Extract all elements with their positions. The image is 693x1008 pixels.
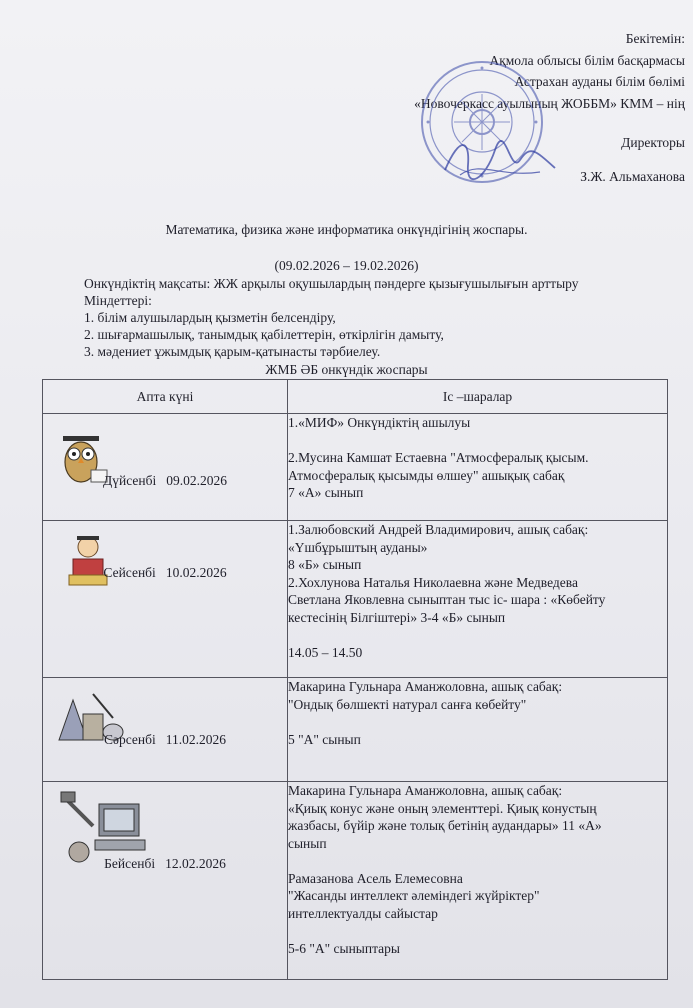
- plan-goal: Онкүндіктің мақсаты: ЖЖ арқылы оқушылардың пәндерге қызығушылығын арттыру: [84, 276, 579, 291]
- day-date: 09.02.2026: [166, 473, 227, 488]
- event-line: Макарина Гульнара Аманжоловна, ашық сабақ:: [288, 783, 563, 798]
- task-item: 1. білім алушылардың қызметін белсендіру,: [84, 310, 336, 325]
- day-label: [43, 732, 287, 748]
- task-item: 3. мәдениет ұжымдық қарым-қатынасты тәрбиелеу.: [84, 344, 381, 359]
- events-cell: [288, 782, 668, 980]
- event-line: [288, 432, 667, 450]
- approval-signer: З.Ж. Альмаханова: [580, 168, 685, 184]
- plan-dates: (09.02.2026 – 19.02.2026): [274, 258, 419, 273]
- event-line: "Ондық бөлшекті натурал санға көбейту": [288, 696, 527, 712]
- day-name: Сәрсенбі: [104, 732, 156, 747]
- event-line: «Қиық конус және оның элементтері. Қиық конустың: [288, 800, 597, 816]
- event-line: 2.Мусина Камшат Естаевна "Атмосфералық қысым.: [288, 450, 589, 465]
- event-line: 1.Залюбовский Андрей Владимирович, ашық сабақ:: [288, 522, 589, 537]
- event-line: Макарина Гульнара Аманжоловна, ашық сабақ:: [288, 679, 563, 694]
- events-cell: [288, 678, 668, 782]
- event-line: [288, 852, 667, 870]
- table-row: [43, 782, 668, 980]
- event-line: Рамазанова Асель Елемесовна: [288, 870, 463, 886]
- plan-intro: [84, 275, 578, 360]
- column-header-events: Іс –шаралар: [288, 380, 668, 414]
- events-cell: [288, 521, 668, 678]
- student-reading-icon: [63, 531, 113, 591]
- event-line: 5-6 "А" сыныптары: [288, 940, 400, 956]
- day-label: [43, 565, 287, 581]
- day-cell: [43, 414, 288, 521]
- event-line: жазбасы, бүйір және толық бетінің аудандары» 11 «А»: [288, 818, 602, 833]
- day-cell: [43, 678, 288, 782]
- column-header-day: Апта күні: [43, 380, 288, 414]
- director-signature: [440, 130, 560, 190]
- day-name: Дүйсенбі: [103, 473, 157, 488]
- event-line: 5 "А" сынып: [288, 731, 361, 747]
- day-date: 11.02.2026: [165, 732, 226, 747]
- tasks-label: Міндеттері:: [84, 293, 152, 308]
- event-line: Атмосфералық қысымды өлшеу" ашықық сабақ: [288, 467, 565, 483]
- table-row: [43, 678, 668, 782]
- event-line: 14.05 – 14.50: [288, 644, 363, 660]
- task-item: 2. шығармашылық, танымдық қабілеттерін, өткірлігін дамыту,: [84, 327, 444, 342]
- event-line: [288, 713, 667, 731]
- event-line: 8 «Б» сынып: [288, 557, 362, 572]
- approval-school: «Новочеркасс ауылының ЖОББМ» КММ – нің: [414, 95, 685, 111]
- event-line: 7 «А» сынып: [288, 485, 364, 500]
- event-line: кестесінің Білгіштері» 3-4 «Б» сынып: [288, 609, 506, 625]
- approval-department: Ақмола облысы білім басқармасы: [489, 52, 685, 68]
- event-line: 1.«МИФ» Онкүндіктің ашылуы: [288, 415, 471, 430]
- approval-district: Астрахан ауданы білім бөлімі: [514, 74, 685, 89]
- day-name: Бейсенбі: [104, 856, 156, 871]
- table-row: [43, 521, 668, 678]
- approval-heading: Бекітемін:: [625, 31, 685, 46]
- day-label: [43, 473, 287, 489]
- table-row: [43, 414, 668, 521]
- table-title: ЖМБ ӘБ онкүндік жоспары: [265, 362, 428, 377]
- event-line: "Жасанды интеллект әлеміндегі жүйріктер": [288, 888, 540, 903]
- event-line: Светлана Яковлевна сыныптан тыс іс- шара : «Көбейту: [288, 592, 606, 607]
- event-line: 2.Хохлунова Наталья Николаевна және Медведева: [288, 574, 578, 590]
- day-cell: [43, 782, 288, 980]
- day-date: 12.02.2026: [165, 856, 226, 871]
- event-line: сынып: [288, 835, 327, 851]
- event-line: интеллектуалды сайыстар: [288, 905, 438, 921]
- day-date: 10.02.2026: [165, 565, 227, 580]
- approval-director-title: Директоры: [621, 135, 685, 150]
- events-cell: [288, 414, 668, 521]
- event-line: [288, 626, 667, 644]
- plan-table: [42, 379, 668, 980]
- table-header-row: [43, 380, 668, 414]
- event-line: [288, 922, 667, 940]
- day-name: Сейсенбі: [103, 565, 156, 580]
- plan-title: Математика, физика және информатика онкүндігінің жоспары.: [165, 222, 528, 237]
- day-cell: [43, 521, 288, 678]
- day-label: [43, 856, 287, 872]
- event-line: «Үшбұрыштың ауданы»: [288, 539, 428, 555]
